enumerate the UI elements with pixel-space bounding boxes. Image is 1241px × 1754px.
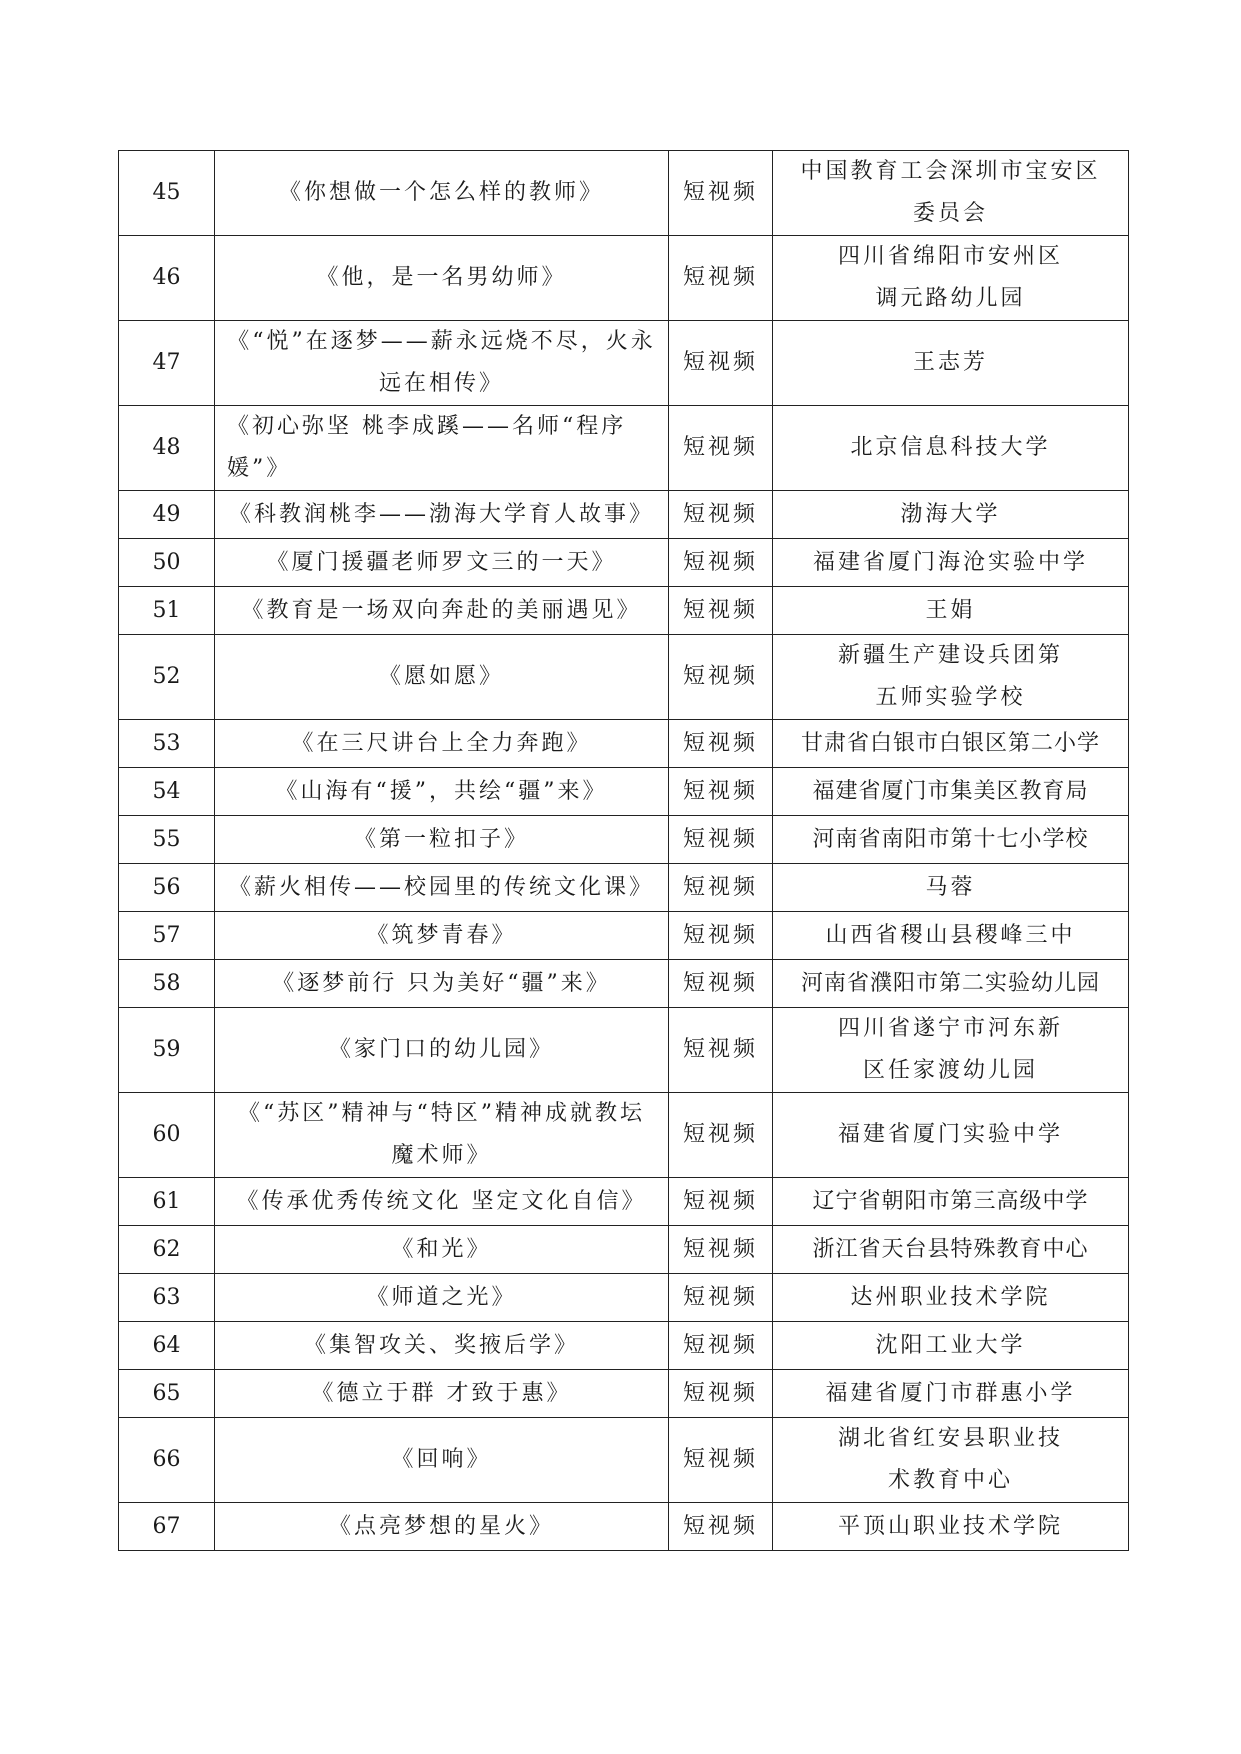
entry-title: 《初心弥坚 桃李成蹊——名师“程序媛”》 [215, 406, 669, 491]
entry-title: 《厦门援疆老师罗文三的一天》 [215, 539, 669, 587]
entry-organization: 达州职业技术学院 [773, 1274, 1129, 1322]
entry-title: 《山海有“援”，共绘“疆”来》 [215, 768, 669, 816]
entry-organization: 四川省绵阳市安州区调元路幼儿园 [773, 236, 1129, 321]
entry-number: 56 [119, 864, 215, 912]
entry-organization: 王志芳 [773, 321, 1129, 406]
entry-number: 61 [119, 1178, 215, 1226]
entry-organization: 甘肃省白银市白银区第二小学 [773, 720, 1129, 768]
table-row [119, 491, 1129, 539]
entry-type: 短视频 [669, 1322, 773, 1370]
entry-organization: 河南省濮阳市第二实验幼儿园 [773, 960, 1129, 1008]
entry-number: 62 [119, 1226, 215, 1274]
entry-organization: 湖北省红安县职业技术教育中心 [773, 1418, 1129, 1503]
table-row [119, 1322, 1129, 1370]
entry-number: 59 [119, 1008, 215, 1093]
entry-number: 47 [119, 321, 215, 406]
entry-number: 51 [119, 587, 215, 635]
table-row [119, 912, 1129, 960]
entry-title: 《和光》 [215, 1226, 669, 1274]
entry-title: 《点亮梦想的星火》 [215, 1503, 669, 1551]
entry-organization: 沈阳工业大学 [773, 1322, 1129, 1370]
entry-type: 短视频 [669, 1370, 773, 1418]
table-row [119, 1226, 1129, 1274]
table-row [119, 864, 1129, 912]
entry-type: 短视频 [669, 960, 773, 1008]
entry-organization: 平顶山职业技术学院 [773, 1503, 1129, 1551]
table-row [119, 1008, 1129, 1093]
table-row [119, 768, 1129, 816]
entry-number: 57 [119, 912, 215, 960]
entry-number: 55 [119, 816, 215, 864]
table-row [119, 960, 1129, 1008]
table-row [119, 539, 1129, 587]
entry-type: 短视频 [669, 321, 773, 406]
entry-type: 短视频 [669, 1274, 773, 1322]
entry-type: 短视频 [669, 1008, 773, 1093]
entry-title: 《你想做一个怎么样的教师》 [215, 151, 669, 236]
entry-title: 《回响》 [215, 1418, 669, 1503]
entry-type: 短视频 [669, 539, 773, 587]
entry-type: 短视频 [669, 720, 773, 768]
entry-number: 63 [119, 1274, 215, 1322]
entry-number: 46 [119, 236, 215, 321]
entry-type: 短视频 [669, 864, 773, 912]
entry-organization: 福建省厦门海沧实验中学 [773, 539, 1129, 587]
entry-organization: 辽宁省朝阳市第三高级中学 [773, 1178, 1129, 1226]
entry-type: 短视频 [669, 1093, 773, 1178]
entry-number: 58 [119, 960, 215, 1008]
entry-number: 50 [119, 539, 215, 587]
entry-number: 67 [119, 1503, 215, 1551]
table-row [119, 1370, 1129, 1418]
table-row [119, 151, 1129, 236]
entry-title: 《“苏区”精神与“特区”精神成就教坛魔术师》 [215, 1093, 669, 1178]
table-row [119, 236, 1129, 321]
entry-number: 65 [119, 1370, 215, 1418]
entry-title: 《筑梦青春》 [215, 912, 669, 960]
entry-organization: 新疆生产建设兵团第五师实验学校 [773, 635, 1129, 720]
entry-title: 《逐梦前行 只为美好“疆”来》 [215, 960, 669, 1008]
entry-organization: 渤海大学 [773, 491, 1129, 539]
table-row [119, 635, 1129, 720]
entry-type: 短视频 [669, 1503, 773, 1551]
entry-type: 短视频 [669, 236, 773, 321]
entry-organization: 王娟 [773, 587, 1129, 635]
entry-number: 52 [119, 635, 215, 720]
entry-title: 《家门口的幼儿园》 [215, 1008, 669, 1093]
entry-type: 短视频 [669, 816, 773, 864]
table-row [119, 816, 1129, 864]
entry-title: 《“悦”在逐梦——薪永远烧不尽，火永远在相传》 [215, 321, 669, 406]
entry-type: 短视频 [669, 491, 773, 539]
entry-type: 短视频 [669, 1178, 773, 1226]
entry-type: 短视频 [669, 151, 773, 236]
entry-organization: 浙江省天台县特殊教育中心 [773, 1226, 1129, 1274]
table-row [119, 1274, 1129, 1322]
table-row [119, 1418, 1129, 1503]
entry-title: 《愿如愿》 [215, 635, 669, 720]
entry-type: 短视频 [669, 635, 773, 720]
entry-number: 64 [119, 1322, 215, 1370]
entry-organization: 中国教育工会深圳市宝安区委员会 [773, 151, 1129, 236]
entry-type: 短视频 [669, 768, 773, 816]
entry-organization: 河南省南阳市第十七小学校 [773, 816, 1129, 864]
entry-type: 短视频 [669, 1226, 773, 1274]
entry-title: 《第一粒扣子》 [215, 816, 669, 864]
table-row [119, 720, 1129, 768]
entry-number: 48 [119, 406, 215, 491]
entry-title: 《薪火相传——校园里的传统文化课》 [215, 864, 669, 912]
entry-organization: 北京信息科技大学 [773, 406, 1129, 491]
entry-title: 《传承优秀传统文化 坚定文化自信》 [215, 1178, 669, 1226]
entry-title: 《科教润桃李——渤海大学育人故事》 [215, 491, 669, 539]
entry-type: 短视频 [669, 406, 773, 491]
entry-number: 49 [119, 491, 215, 539]
entry-number: 45 [119, 151, 215, 236]
award-list-table [118, 150, 1129, 1551]
entry-organization: 福建省厦门市集美区教育局 [773, 768, 1129, 816]
entry-title: 《集智攻关、奖掖后学》 [215, 1322, 669, 1370]
entry-title: 《他，是一名男幼师》 [215, 236, 669, 321]
entry-title: 《在三尺讲台上全力奔跑》 [215, 720, 669, 768]
table-row [119, 1178, 1129, 1226]
entry-organization: 四川省遂宁市河东新区任家渡幼儿园 [773, 1008, 1129, 1093]
entry-organization: 马蓉 [773, 864, 1129, 912]
entry-type: 短视频 [669, 912, 773, 960]
entry-number: 60 [119, 1093, 215, 1178]
entry-title: 《德立于群 才致于惠》 [215, 1370, 669, 1418]
entry-number: 66 [119, 1418, 215, 1503]
table-row [119, 1503, 1129, 1551]
entry-type: 短视频 [669, 1418, 773, 1503]
entry-title: 《教育是一场双向奔赴的美丽遇见》 [215, 587, 669, 635]
entry-organization: 福建省厦门实验中学 [773, 1093, 1129, 1178]
table-row [119, 1093, 1129, 1178]
table-row [119, 321, 1129, 406]
table-row [119, 587, 1129, 635]
entry-number: 54 [119, 768, 215, 816]
entry-organization: 福建省厦门市群惠小学 [773, 1370, 1129, 1418]
entry-number: 53 [119, 720, 215, 768]
entry-title: 《师道之光》 [215, 1274, 669, 1322]
entry-type: 短视频 [669, 587, 773, 635]
table-row [119, 406, 1129, 491]
entry-organization: 山西省稷山县稷峰三中 [773, 912, 1129, 960]
